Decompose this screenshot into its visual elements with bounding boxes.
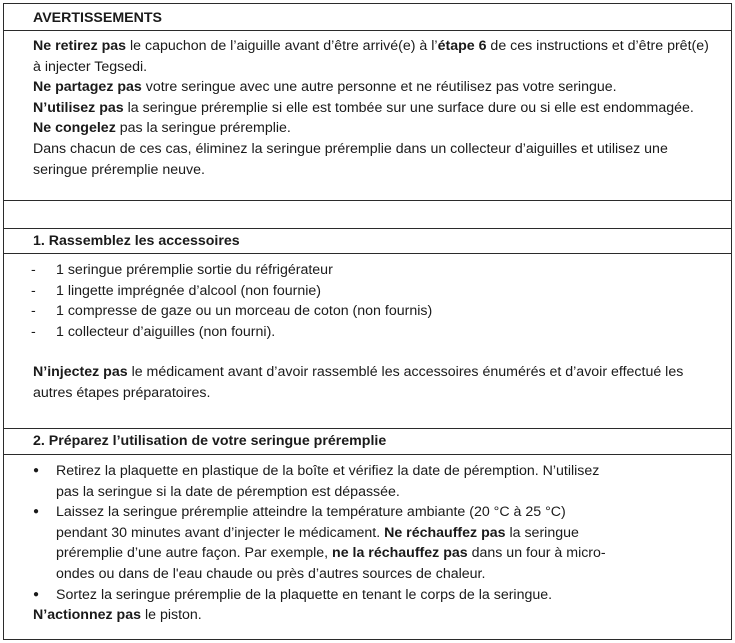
list-item: - 1 collecteur d’aiguilles (non fourni). <box>31 323 276 340</box>
instructions-table <box>3 3 732 640</box>
warnings-body-row <box>4 31 731 201</box>
empty-row <box>4 201 731 229</box>
warnings-text <box>4 36 731 180</box>
warning-no-freeze: Ne congelez pas la seringue préremplie. <box>33 120 291 137</box>
warnings-header-row <box>4 4 731 31</box>
step1-header-row <box>4 229 731 254</box>
warning-dropped: N’utilisez pas la seringue préremplie si elle est tombée sur une surface dure ou si elle est endommagée. <box>33 99 694 116</box>
warning-dispose: Dans chacun de ces cas, éliminez la seringue préremplie dans un collecteur d’aiguilles et utilisez une seringue préremplie neuve. <box>33 140 668 178</box>
step2-title: 2. Préparez l’utilisation de votre seringue préremplie <box>33 433 387 449</box>
step1-title: 1. Rassemblez les accessoires <box>33 233 240 249</box>
list-item: ● Retirez la plaquette en plastique de la boîte et vérifiez la date de péremption. N’utilisez pas la seringue si la date de péremption est dépassée. <box>33 463 600 500</box>
step1-note: N’injectez pas le médicament avant d’avoir rassemblé les accessoires énumérés et d’avoir effectué les autres étapes préparatoires. <box>33 364 684 401</box>
list-item: ● Laissez la seringue préremplie atteindre la température ambiante (20 °C à 25 °C) pendant 30 minutes avant d’injecter le médicament. Ne réchauffez pas la seringue préremplie d’une autre façon. Par exemple, ne la réchauffez pas dans un four à micro-ondes ou dans de l'eau chaude ou près d’autres sources de chaleur. <box>33 504 606 582</box>
step2-body-row <box>4 455 731 624</box>
list-item: - 1 seringue préremplie sortie du réfrigérateur <box>31 262 333 278</box>
list-item: - 1 compresse de gaze ou un morceau de coton (non fournis) <box>31 303 433 320</box>
warning-no-sharing: Ne partagez pas votre seringue avec une autre personne et ne réutilisez pas votre seringue. <box>33 79 617 96</box>
list-item: - 1 lingette imprégnée d’alcool (non fournie) <box>31 282 321 299</box>
step2-header-row <box>4 429 731 455</box>
warning-needle-cap: Ne retirez pas le capuchon de l’aiguille avant d’être arrivé(e) à l’étape 6 de ces instructions et d’être prêt(e) à injecter Tegsedi. <box>33 38 709 75</box>
step2-note: N’actionnez pas le piston. <box>33 607 202 624</box>
step1-body-row <box>4 254 731 429</box>
list-item: ● Sortez la seringue préremplie de la plaquette en tenant le corps de la seringue. <box>33 586 553 603</box>
warnings-title: AVERTISSEMENTS <box>33 10 163 26</box>
